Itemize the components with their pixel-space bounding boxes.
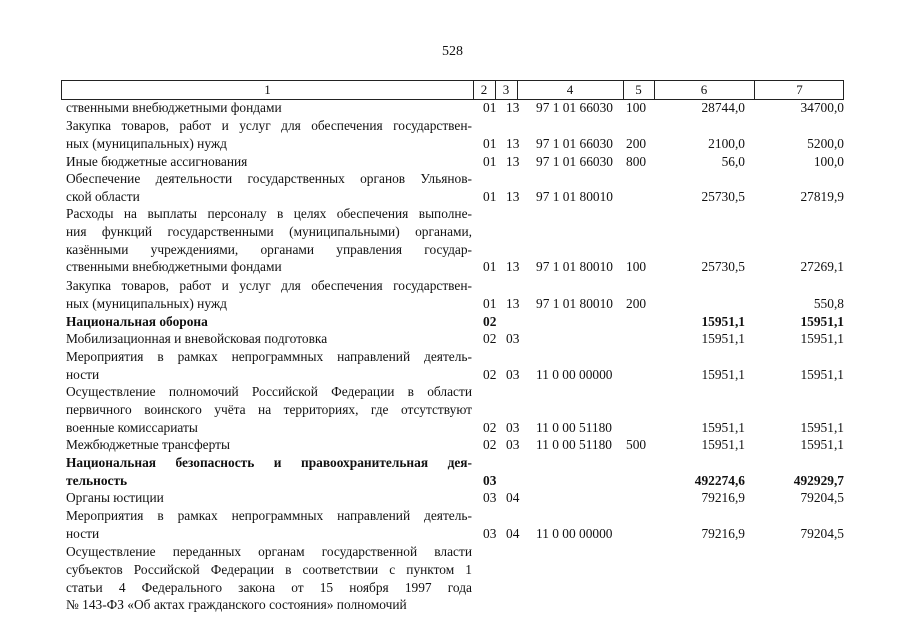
expense-type-code: 500 <box>626 437 647 452</box>
row-description <box>66 117 472 153</box>
section-code: 01 <box>483 188 497 204</box>
section-code: 03 <box>483 525 497 541</box>
row-description <box>66 205 472 276</box>
target-article-code: 97 1 01 80010 <box>536 188 613 204</box>
amount-year-1: 79216,9 <box>701 490 745 505</box>
amount-year-1: 56,0 <box>721 154 745 169</box>
subsection-code: 13 <box>506 135 520 151</box>
row-description <box>66 436 472 454</box>
amount-year-1: 79216,9 <box>701 525 745 541</box>
description-line: ния функций государственными (муниципальными) органами, <box>66 223 472 239</box>
description-line: ственными внебюджетными фондами <box>66 100 282 115</box>
row-description <box>66 454 472 490</box>
description-line: № 143-ФЗ «Об актах гражданского состояния» полномочий <box>66 597 407 613</box>
description-line: ности <box>66 366 100 382</box>
row-description <box>66 277 472 313</box>
amount-year-2: 79204,5 <box>800 525 844 541</box>
description-line: Национальная оборона <box>66 314 208 329</box>
row-description <box>66 330 472 348</box>
row-description <box>66 489 472 507</box>
description-line: Мобилизационная и вневойсковая подготовка <box>66 331 328 346</box>
description-line: Мероприятия в рамках непрограммных направлений деятель- <box>66 349 472 364</box>
section-code: 02 <box>483 419 497 435</box>
subsection-code: 13 <box>506 259 520 275</box>
subsection-code: 04 <box>506 525 520 541</box>
subsection-code: 13 <box>506 100 520 115</box>
header-col-6: 6 <box>700 82 708 97</box>
description-line: Расходы на выплаты персоналу в целях обеспечения выполне- <box>66 206 472 221</box>
row-description <box>66 543 472 614</box>
amount-year-1: 15951,1 <box>701 331 745 346</box>
expense-type-code: 100 <box>626 100 647 115</box>
section-code: 02 <box>483 331 497 346</box>
amount-year-1: 15951,1 <box>701 314 745 329</box>
amount-year-2: 79204,5 <box>800 490 844 505</box>
header-col-7: 7 <box>796 82 803 97</box>
target-article-code: 97 1 01 66030 <box>536 100 613 115</box>
amount-year-1: 492274,6 <box>694 472 745 488</box>
section-code: 01 <box>483 135 497 151</box>
description-line: Закупка товаров, работ и услуг для обеспечения государствен- <box>66 118 472 133</box>
description-line: ности <box>66 525 100 541</box>
description-line: статьи 4 Федерального закона от 15 ноября 1997 года <box>66 579 472 595</box>
header-col-1: 1 <box>264 82 271 97</box>
section-code: 02 <box>483 314 497 329</box>
header-col-3: 3 <box>502 82 510 97</box>
amount-year-2: 492929,7 <box>793 472 844 488</box>
amount-year-1: 28744,0 <box>701 100 745 115</box>
expense-type-code: 800 <box>626 154 647 169</box>
amount-year-2: 100,0 <box>813 154 844 169</box>
amount-year-1: 15951,1 <box>701 437 745 452</box>
description-line: Осуществление переданных органам государственной власти <box>66 544 472 559</box>
description-line: ных (муниципальных) нужд <box>66 295 227 311</box>
description-line: ственными внебюджетными фондами <box>66 259 282 275</box>
amount-year-2: 27269,1 <box>800 259 844 275</box>
header-col-4: 4 <box>566 82 574 97</box>
description-line: военные комиссариаты <box>66 419 198 435</box>
target-article-code: 97 1 01 66030 <box>536 135 613 151</box>
row-description <box>66 153 472 171</box>
subsection-code: 13 <box>506 295 520 311</box>
amount-year-1: 2100,0 <box>708 135 745 151</box>
amount-year-2: 15951,1 <box>800 331 844 346</box>
section-code: 01 <box>483 154 497 169</box>
section-code: 01 <box>483 259 497 275</box>
target-article-code: 11 0 00 51180 <box>536 419 613 435</box>
row-description <box>66 313 472 331</box>
expense-type-code: 200 <box>626 295 647 311</box>
row-description <box>66 383 472 436</box>
subsection-code: 13 <box>506 154 520 169</box>
section-code: 02 <box>483 437 497 452</box>
description-line: субъектов Российской Федерации в соответствии с пунктом 1 <box>66 561 472 577</box>
expense-type-code: 200 <box>626 135 647 151</box>
description-line: Обеспечение деятельности государственных органов Ульянов- <box>66 171 472 186</box>
amount-year-1: 25730,5 <box>701 188 745 204</box>
description-line: Мероприятия в рамках непрограммных направлений деятель- <box>66 508 472 523</box>
description-line: Закупка товаров, работ и услуг для обеспечения государствен- <box>66 278 472 293</box>
subsection-code: 03 <box>506 437 520 452</box>
target-article-code: 97 1 01 66030 <box>536 154 613 169</box>
subsection-code: 03 <box>506 366 520 382</box>
amount-year-1: 25730,5 <box>701 259 745 275</box>
description-line: первичного воинского учёта на территориях, где отсутствуют <box>66 401 472 417</box>
target-article-code: 11 0 00 51180 <box>536 437 613 452</box>
subsection-code: 03 <box>506 419 520 435</box>
description-line: Национальная безопасность и правоохранительная дея- <box>66 455 472 470</box>
amount-year-2: 550,8 <box>813 295 844 311</box>
section-code: 01 <box>483 100 497 115</box>
amount-year-2: 5200,0 <box>807 135 844 151</box>
description-line: Осуществление полномочий Российской Федерации в области <box>66 384 472 399</box>
subsection-code: 04 <box>506 490 520 505</box>
row-description <box>66 99 472 117</box>
description-line: Органы юстиции <box>66 490 164 505</box>
description-line: Межбюджетные трансферты <box>66 437 230 452</box>
amount-year-2: 34700,0 <box>800 100 844 115</box>
target-article-code: 97 1 01 80010 <box>536 259 613 275</box>
amount-year-2: 15951,1 <box>800 314 844 329</box>
table-header <box>61 80 844 100</box>
target-article-code: 11 0 00 00000 <box>536 525 613 541</box>
amount-year-1: 15951,1 <box>701 366 745 382</box>
section-code: 03 <box>483 472 497 488</box>
amount-year-2: 15951,1 <box>800 419 844 435</box>
page-number: 528 <box>442 44 463 59</box>
amount-year-2: 15951,1 <box>800 437 844 452</box>
section-code: 03 <box>483 490 497 505</box>
description-line: казёнными учреждениями, органами управления государ- <box>66 241 472 257</box>
row-description <box>66 170 472 206</box>
amount-year-2: 15951,1 <box>800 366 844 382</box>
section-code: 02 <box>483 366 497 382</box>
amount-year-1: 15951,1 <box>701 419 745 435</box>
description-line: тельность <box>66 472 128 488</box>
header-col-2: 2 <box>480 82 488 97</box>
amount-year-2: 27819,9 <box>800 188 844 204</box>
subsection-code: 03 <box>506 331 520 346</box>
row-description <box>66 348 472 384</box>
description-line: ных (муниципальных) нужд <box>66 135 227 151</box>
row-description <box>66 507 472 543</box>
subsection-code: 13 <box>506 188 520 204</box>
section-code: 01 <box>483 295 497 311</box>
target-article-code: 11 0 00 00000 <box>536 366 613 382</box>
target-article-code: 97 1 01 80010 <box>536 295 613 311</box>
header-col-5: 5 <box>635 82 642 97</box>
description-line: ской области <box>66 188 140 204</box>
description-line: Иные бюджетные ассигнования <box>66 154 248 169</box>
expense-type-code: 100 <box>626 259 647 275</box>
